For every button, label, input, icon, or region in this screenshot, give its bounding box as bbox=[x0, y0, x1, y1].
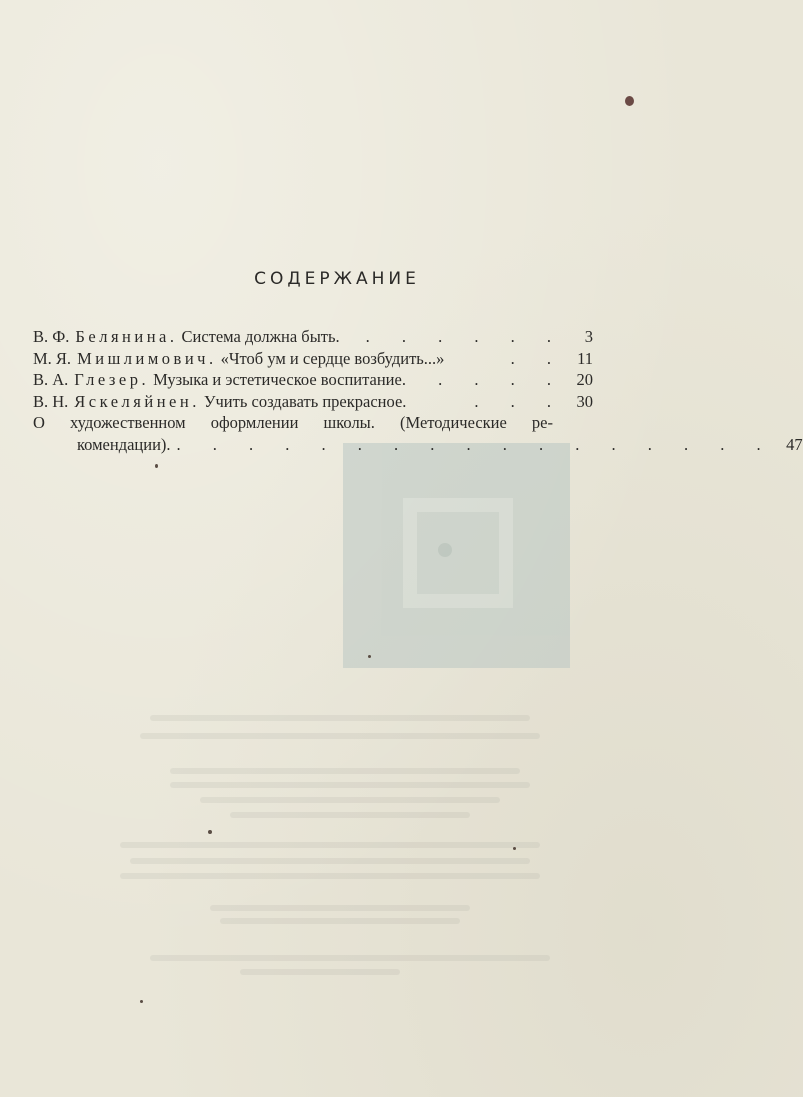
bleed-through-line bbox=[230, 812, 470, 818]
bleed-through-line bbox=[220, 918, 460, 924]
bleed-through-line bbox=[150, 715, 530, 721]
author-initials: М. Я. bbox=[33, 348, 72, 368]
work-title: комендации). bbox=[77, 434, 171, 454]
page-title: СОДЕРЖАНИЕ bbox=[254, 269, 420, 289]
bleed-through-line bbox=[120, 873, 540, 879]
paper-speck bbox=[625, 96, 634, 106]
author-name: Мишлимович. bbox=[77, 348, 217, 368]
paper-speck bbox=[368, 655, 371, 658]
toc-entry bbox=[33, 348, 593, 370]
bleed-through-stamp bbox=[343, 443, 570, 668]
dot-leaders: . . . . . . . . . . . . . . . . . bbox=[176, 434, 775, 454]
work-title: «Чтоб ум и сердце возбудить...» bbox=[220, 348, 445, 368]
bleed-through-line bbox=[200, 797, 500, 803]
page-number: 11 bbox=[577, 348, 593, 368]
paper-speck bbox=[140, 1000, 143, 1003]
page-number: 30 bbox=[576, 391, 593, 411]
bleed-through-line bbox=[240, 969, 400, 975]
author-name: Глезер. bbox=[74, 370, 150, 389]
author-name: Яскеляйнен. bbox=[74, 391, 200, 411]
toc-entry bbox=[33, 369, 593, 391]
author-initials: В. Н. bbox=[33, 391, 69, 411]
paper-speck bbox=[155, 464, 158, 468]
author-initials: В. А. bbox=[33, 370, 69, 389]
bleed-through-line bbox=[140, 733, 540, 739]
toc-entry bbox=[33, 391, 593, 413]
page-number: 3 bbox=[584, 327, 593, 346]
paper-speck bbox=[513, 847, 516, 850]
bleed-through-line bbox=[130, 858, 530, 864]
bleed-through-line bbox=[170, 782, 530, 788]
dot-leaders: . . . . . . bbox=[365, 327, 565, 346]
page-number: 47 bbox=[786, 434, 803, 454]
work-title: Учить создавать прекрасное. bbox=[203, 391, 407, 411]
stamp-frame bbox=[403, 498, 513, 608]
table-of-contents bbox=[33, 326, 803, 455]
toc-entry-continuation bbox=[33, 434, 803, 456]
bleed-through-line bbox=[210, 905, 470, 911]
page-number: 20 bbox=[576, 370, 593, 389]
author-name: Белянина. bbox=[75, 327, 178, 346]
paper-speck bbox=[208, 830, 212, 834]
stamp-dot bbox=[438, 543, 452, 557]
dot-leaders: . . bbox=[510, 348, 565, 368]
work-title: Музыка и эстетическое воспитание. bbox=[153, 370, 406, 389]
author-initials: В. Ф. bbox=[33, 327, 70, 346]
work-title: Система должна быть. bbox=[181, 327, 340, 346]
dot-leaders: . . . . bbox=[438, 370, 565, 389]
dot-leaders: . . . bbox=[474, 391, 565, 411]
bleed-through-line bbox=[170, 768, 520, 774]
toc-entry bbox=[33, 326, 593, 348]
bleed-through-line bbox=[120, 842, 540, 848]
toc-entry-line: О художественном оформлении школы. (Методические ре- bbox=[33, 413, 553, 432]
bleed-through-line bbox=[150, 955, 550, 961]
